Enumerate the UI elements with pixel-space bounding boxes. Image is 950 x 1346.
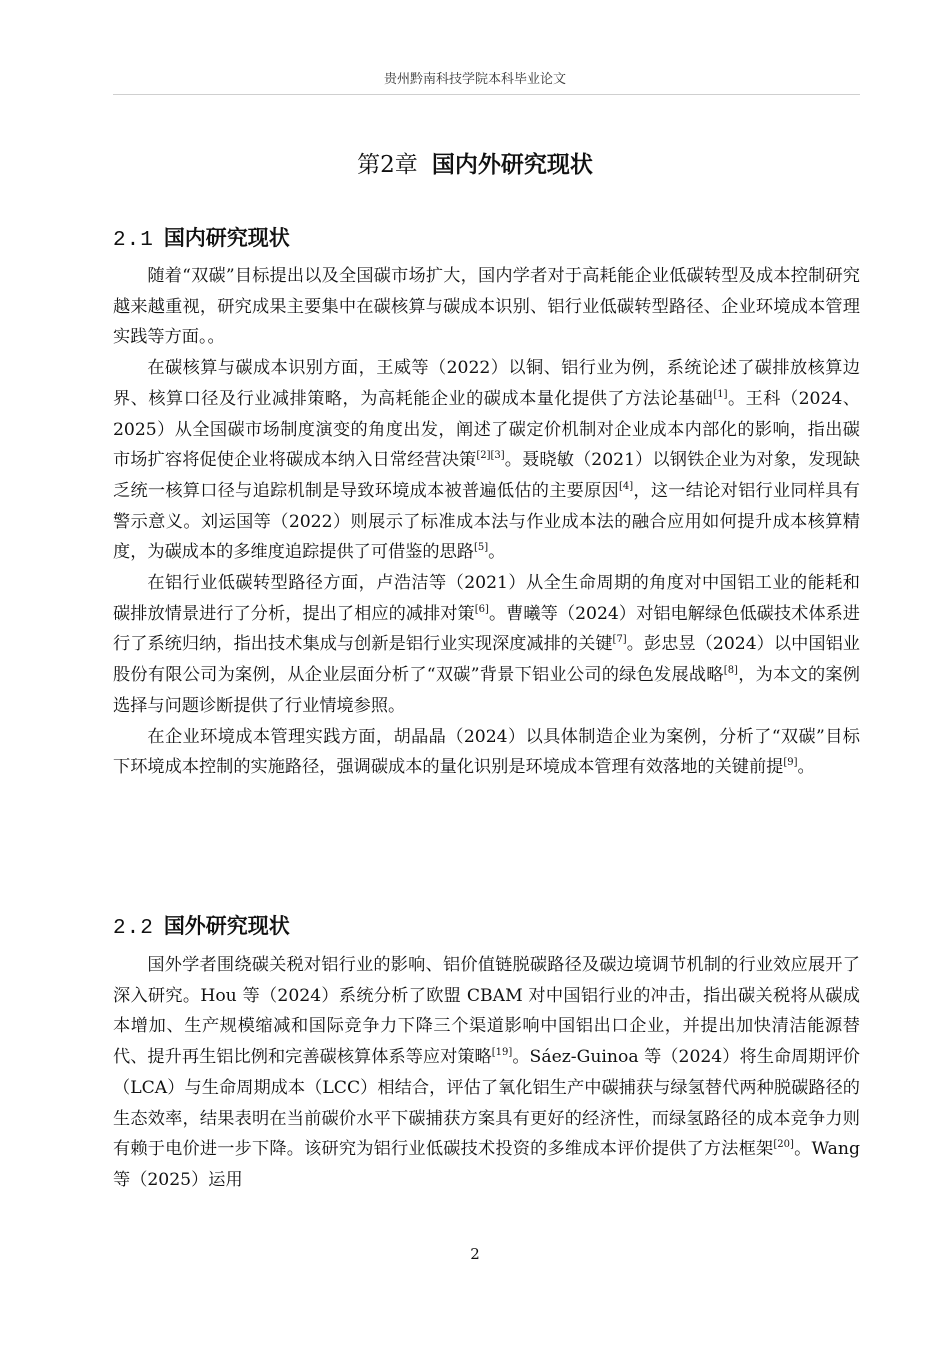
body-paragraph: [113, 353, 860, 568]
chapter-title: [0, 146, 950, 179]
body-paragraph: [113, 722, 860, 783]
paragraph-text: 。: [488, 542, 506, 563]
section-body-foreign: [113, 950, 860, 1196]
section-heading-foreign: [113, 910, 290, 940]
section-body-domestic: [113, 261, 860, 783]
citation-ref: [9]: [783, 757, 798, 769]
section-heading-domestic: [113, 222, 290, 252]
paragraph-text: ，这一结论对铝行业同样具有警示意义。刘运国等（2022）则展示了标准成本法与作业成本法的融合应用如何提升成本核算精度，为碳成本的多维度追踪提供了可借鉴的思路: [113, 480, 860, 563]
chapter-name: 国内外研究现状: [431, 152, 593, 178]
paragraph-text: ，为本文的案例选择与问题诊断提供了行业情境参照。: [113, 665, 860, 716]
paragraph-text: 在企业环境成本管理实践方面，胡晶晶（2024）以具体制造企业为案例，分析了“双碳”目标下环境成本控制的实施路径，强调碳成本的量化识别是环境成本管理有效落地的关键前提: [113, 726, 860, 778]
paragraph-text: 。彭忠昱（2024）以中国铝业股份有限公司为案例，从企业层面分析了“双碳”背景下铝业公司的绿色发展战略: [113, 634, 860, 686]
section-name: 国内研究现状: [163, 226, 290, 250]
header-divider: [113, 94, 860, 95]
body-paragraph: [113, 568, 860, 722]
paragraph-text: 。聂晓敏（2021）以钢铁企业为对象，发现缺乏统一核算口径与追踪机制是导致环境成本被普遍低估的主要原因: [113, 450, 860, 501]
citation-ref: [5]: [473, 542, 489, 554]
citation-ref: [20]: [773, 1139, 794, 1151]
paragraph-text: 。Sáez-Guinoa 等（2024）将生命周期评价（LCA）与生命周期成本（LCC）相结合，评估了氧化铝生产中碳捕获与绿氢替代两种脱碳路径的生态效率，结果表明在当前碳价水平下碳捕获方案具有更好的经济性，而绿氢路径的成本竞争力则有赖于电价进一步下降。该研究为铝行业低碳技术投资的多维成本评价提供了方法框架: [113, 1047, 860, 1160]
paragraph-text: 国外学者围绕碳关税对铝行业的影响、铝价值链脱碳路径及碳边境调节机制的行业效应展开了深入研究。Hou 等（2024）系统分析了欧盟 CBAM 对中国铝行业的冲击，指出碳关税将从碳成本增加、生产规模缩减和国际竞争力下降三个渠道影响中国铝出口企业，并提出加快清洁能源替代、提升再生铝比例和完善碳核算体系等应对策略: [113, 955, 860, 1068]
paragraph-text: 。: [797, 757, 815, 778]
citation-ref: [4]: [618, 480, 634, 492]
page-number: 2: [470, 1245, 480, 1263]
citation-ref: [2][3]: [476, 450, 505, 462]
paragraph-text: 随着“双碳”目标提出以及全国碳市场扩大，国内学者对于高耗能企业低碳转型及成本控制研究越来越重视，研究成果主要集中在碳核算与碳成本识别、铝行业低碳转型路径、企业环境成本管理实践等方面。。: [113, 266, 860, 348]
citation-ref: [8]: [723, 665, 738, 677]
citation-ref: [1]: [713, 388, 728, 400]
body-paragraph: [113, 950, 860, 1196]
body-paragraph: [113, 261, 860, 353]
running-header: 贵州黔南科技学院本科毕业论文: [383, 72, 566, 87]
paragraph-text: 。曹曦等（2024）对铝电解绿色低碳技术体系进行了系统归纳，指出技术集成与创新是铝行业实现深度减排的关键: [113, 603, 860, 655]
paragraph-text: 在铝行业低碳转型路径方面，卢浩洁等（2021）从全生命周期的角度对中国铝工业的能耗和碳排放情景进行了分析，提出了相应的减排对策: [113, 573, 860, 624]
section-number: 2.2: [113, 917, 154, 940]
citation-ref: [19]: [491, 1047, 513, 1059]
citation-ref: [6]: [474, 603, 489, 615]
chapter-number: 第2章: [357, 152, 418, 178]
paragraph-text: 。王科（2024、2025）从全国碳市场制度演变的角度出发，阐述了碳定价机制对企业成本内部化的影响，指出碳市场扩容将促使企业将碳成本纳入日常经营决策: [113, 388, 860, 471]
paragraph-text: 在碳核算与碳成本识别方面，王威等（2022）以铜、铝行业为例，系统论述了碳排放核算边界、核算口径及行业减排策略，为高耗能企业的碳成本量化提供了方法论基础: [113, 358, 860, 409]
section-number: 2.1: [113, 229, 154, 252]
paragraph-text: 。Wang 等（2025）运用: [113, 1139, 860, 1190]
section-name: 国外研究现状: [163, 914, 290, 938]
citation-ref: [7]: [612, 634, 627, 646]
